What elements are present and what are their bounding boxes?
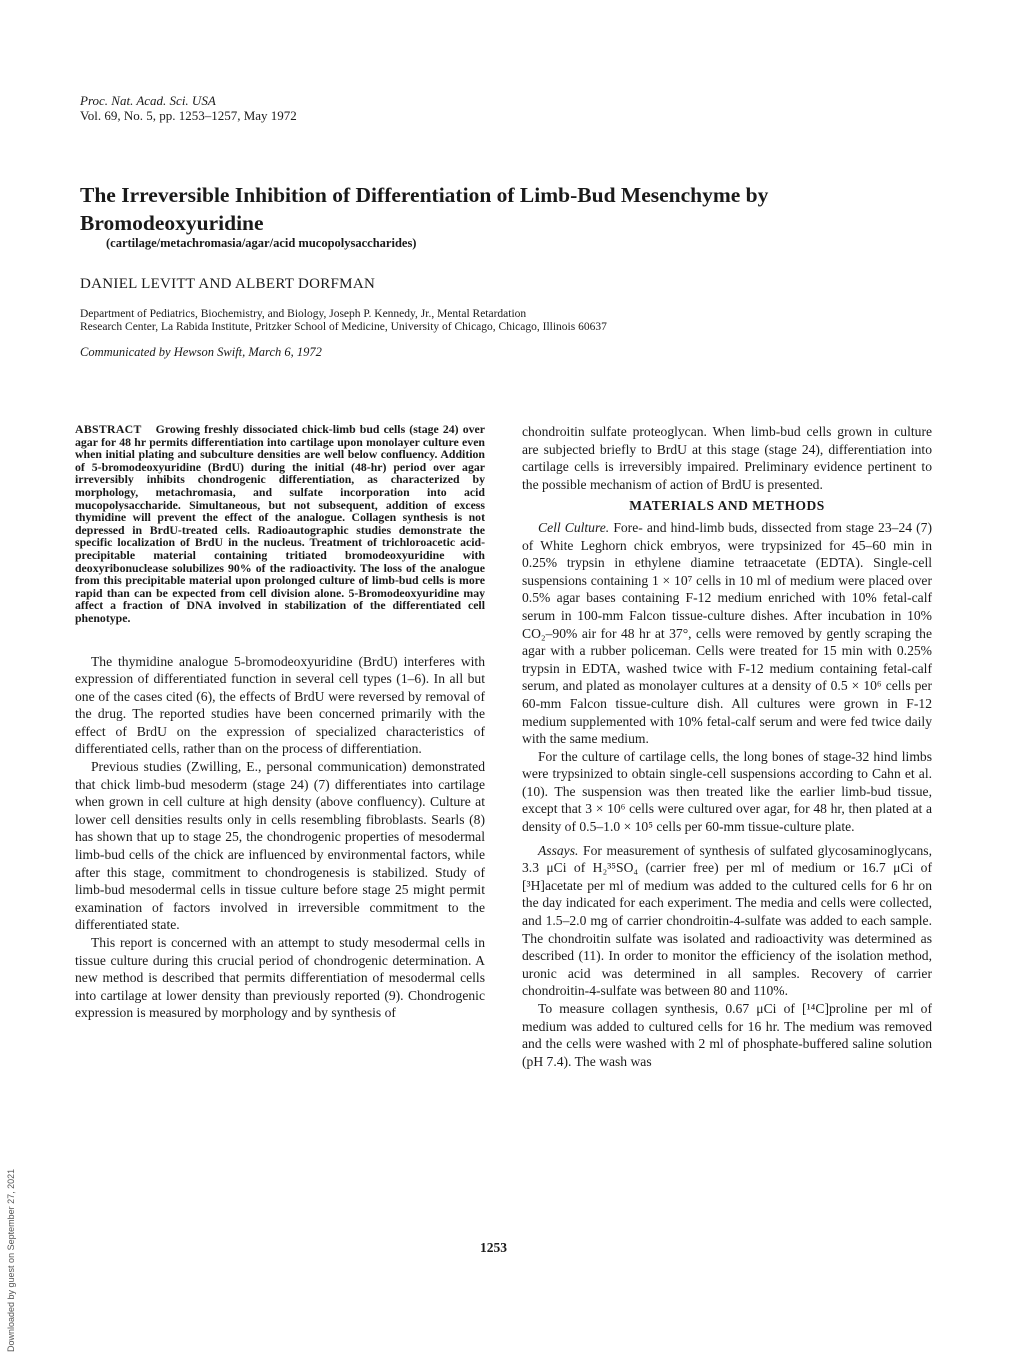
abstract-heading: ABSTRACT	[75, 422, 142, 436]
assays-label: Assays.	[538, 842, 579, 858]
journal-name: Proc. Nat. Acad. Sci. USA	[80, 93, 216, 108]
affiliation-line-2: Research Center, La Rabida Institute, Pritzker School of Medicine, University of Chicago, Chicago, Illinois 60637	[80, 321, 607, 333]
assays-text: For measurement of synthesis of sulfated glycosaminoglycans, 3.3 μCi of H₂³⁵SO₄ (carrier free) per ml of medium or 16.7 μCi of [³H]acetate per ml of medium was added to the cultured cells for 6 hr on the day indicated for each experiment. The media and cells were collected, and 1.5–2.0 mg of carrier chondroitin-4-sulfate was added to each sample. The chondroitin sulfate was isolated and radioactivity was determined as described (11). In order to monitor the efficiency of the isolation method, uronic acid was determined in all samples. Recovery of carrier chondroitin-4-sulfate was between 80 and 110%.	[522, 842, 932, 999]
volume-info: Vol. 69, No. 5, pp. 1253–1257, May 1972	[80, 108, 297, 123]
right-column	[522, 423, 932, 1070]
affiliation-line-1: Department of Pediatrics, Biochemistry, and Biology, Joseph P. Kennedy, Jr., Mental Retardation	[80, 308, 527, 320]
cell-culture-text: Fore- and hind-limb buds, dissected from stage 23–24 (7) of White Leghorn chick embryos, were trypsinized for 45–60 min in 0.25% trypsin in ethylene diamine tetraacetate (EDTA). Single-cell suspensions containing 1 × 10⁷ cells in 10 ml of medium were placed over 0.5% agar bases containing F-12 medium enriched with 10% fetal-calf serum in 100-mm Falcon tissue-culture dishes. After incubation in 10% CO₂–90% air for 48 hr at 37°, cells were removed by gently scraping the agar with a rubber policeman. Cells were treated for 15 min with 0.25% trypsin in EDTA, washed twice with F-12 medium containing fetal-calf serum, and plated as monolayer cultures at a density of 0.5 × 10⁶ cells per 60-mm Falcon tissue-culture dish. All cultures were grown in F-12 medium supplemented with 10% fetal-calf serum and were fed twice daily with the same medium.	[522, 519, 933, 747]
affiliation	[80, 308, 607, 334]
collagen-paragraph: To measure collagen synthesis, 0.67 μCi of [¹⁴C]proline per ml of medium was added to cultured cells for 16 hr. The medium was removed and the cells were washed with 2 ml of phosphate-buffered saline solution (pH 7.4). The wash was	[522, 1001, 932, 1069]
download-watermark: Downloaded by guest on September 27, 2021	[6, 1168, 16, 1352]
cell-culture-label: Cell Culture.	[538, 519, 610, 535]
body-paragraph: The thymidine analogue 5-bromodeoxyuridine (BrdU) interferes with expression of differentiated function in several cell types (1–6). In all but one of the cases cited (6), the effects of BrdU were reversed by removal of the drug. The reported studies have been concerned primarily with the effect of BrdU on the expression of specialized characteristics of differentiated cells, rather than on the process of differentiation.	[75, 653, 485, 757]
abstract	[75, 423, 485, 625]
left-column	[75, 423, 485, 1022]
communicated-by: Communicated by Hewson Swift, March 6, 1972	[80, 345, 322, 359]
paper-title: The Irreversible Inhibition of Differentiation of Limb-Bud Mesenchyme by Bromodeoxyuridine	[80, 183, 769, 235]
assays-paragraph	[522, 842, 932, 1000]
cartilage-paragraph: For the culture of cartilage cells, the long bones of stage-32 hind limbs were trypsinized to obtain single-cell suspensions according to Cahn et al. (10). The suspension was then treated like the earlier limb-bud tissue, except that 3 × 10⁶ cells were cultured over agar, for 48 hr, then plated at a density of 0.5–1.0 × 10⁵ cells per 60-mm tissue-culture plate.	[522, 748, 932, 835]
cell-culture-paragraph	[522, 519, 932, 748]
keywords: (cartilage/metachromasia/agar/acid mucopolysaccharides)	[106, 236, 417, 250]
body-paragraph: Previous studies (Zwilling, E., personal communication) demonstrated that chick limb-bud mesoderm (stage 24) (7) differentiates into cartilage when grown in cell culture at high density (above confluency). Culture at lower cell densities results only in cells resembling fibroblasts. Searls (8) has shown that up to stage 25, the chondrogenic properties of mesodermal limb-bud cells of the chick are influenced by environmental factors, while after this stage, commitment to chondrogenesis is stabilized. Study of limb-bud mesodermal cells in tissue culture before stage 25 might permit examination of factors involved in irreversible commitment to the differentiated state.	[75, 759, 485, 933]
abstract-text: Growing freshly dissociated chick-limb bud cells (stage 24) over agar for 48 hr permits differentiation into cartilage upon monolayer culture even when initial plating and subculture densities are well below confluency. Addition of 5-bromodeoxyuridine (BrdU) during the initial (48-hr) period over agar irreversibly inhibits chondrogenic differentiation, as characterized by morphology, metachromasia, and sulfate incorporation into acid mucopolysaccharide. Simultaneous, but not subsequent, addition of excess thymidine will prevent the effect of the analogue. Collagen synthesis is not depressed in BrdU-treated cells. Radioautographic studies demonstrate the specific localization of BrdU in the nucleus. Treatment of trichloroacetic acid-precipitable material containing tritiated bromodeoxyuridine with deoxyribonuclease solubilizes 90% of the radioactivity. The loss of the analogue from this precipitable material upon prolonged culture of limb-bud cells is more rapid than can be expected from cell division alone. 5-Bromodeoxyuridine may affect a fraction of DNA involved in stabilization of the differentiated cell phenotype.	[75, 422, 485, 625]
intro-continuation: chondroitin sulfate proteoglycan. When limb-bud cells grown in culture are subjected briefly to BrdU at this stage (stage 24), differentiation into cartilage cells is irreversibly impaired. Preliminary evidence pertinent to the possible mechanism of action of BrdU is presented.	[522, 424, 932, 492]
body-paragraph: This report is concerned with an attempt to study mesodermal cells in tissue culture during this crucial period of chondrogenic determination. A new method is described that permits differentiation of mesodermal cells into cartilage at lower density than previously reported (9). Chondrogenic expression is measured by morphology and by synthesis of	[75, 935, 485, 1021]
section-heading-methods: MATERIALS AND METHODS	[629, 498, 825, 514]
page-number: 1253	[480, 1240, 507, 1255]
authors: DANIEL LEVITT AND ALBERT DORFMAN	[80, 276, 376, 292]
